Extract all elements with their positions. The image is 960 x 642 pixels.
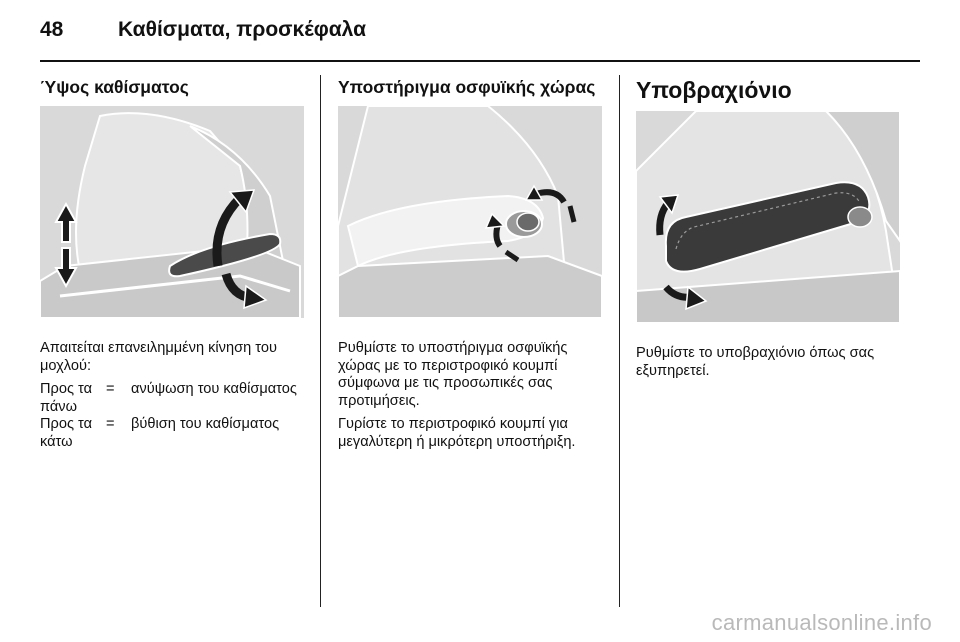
section-armrest [636, 76, 900, 386]
seat-height-illustration [40, 106, 304, 318]
definition-description: ανύψωση του καθίσματος [131, 381, 297, 397]
column-divider [619, 75, 620, 607]
section-title: Ύψος καθίσματος [40, 77, 189, 97]
watermark: carmanualsonline.info [711, 610, 932, 635]
page-header [40, 18, 920, 48]
definition-sign: = [106, 381, 115, 397]
section-body [338, 340, 602, 451]
definition-list [40, 381, 304, 451]
section-title: Υποβραχιόνιο [636, 77, 792, 103]
rotary-knob [506, 211, 542, 237]
intro-text: Απαιτείται επανειλημμένη κίνηση του μοχλού: [40, 340, 277, 374]
paragraph: Γυρίστε το περιστροφικό κουμπί για μεγαλύτερη ή μικρότερη υποστήριξη. [338, 416, 576, 450]
rotary-knob [848, 207, 872, 227]
paragraph: Ρυθμίστε το υποστήριγμα οσφυϊκής χώρας με το περιστροφικό κουμπί σύμφωνα με τις προσωπικές σας προτιμήσεις. [338, 340, 568, 409]
definition-term: Προς τα πάνω [40, 381, 93, 415]
definition-row [40, 416, 304, 451]
definition-row [40, 381, 304, 416]
section-lumbar-support [338, 76, 602, 457]
chapter-title: Καθίσματα, προσκέφαλα [118, 18, 366, 41]
section-seat-height [40, 76, 304, 451]
section-title: Υποστήριγμα οσφυϊκής χώρας [338, 77, 596, 97]
definition-description: βύθιση του καθίσματος [131, 416, 280, 432]
lumbar-support-illustration [338, 106, 602, 318]
page-number: 48 [40, 18, 64, 41]
armrest-illustration [636, 111, 900, 323]
section-body [40, 340, 304, 451]
header-divider [40, 60, 920, 62]
definition-term: Προς τα κάτω [40, 416, 93, 450]
section-body [636, 345, 900, 380]
definition-sign: = [106, 416, 115, 432]
column-divider [320, 75, 321, 607]
paragraph: Ρυθμίστε το υποβραχιόνιο όπως σας εξυπηρετεί. [636, 345, 875, 379]
